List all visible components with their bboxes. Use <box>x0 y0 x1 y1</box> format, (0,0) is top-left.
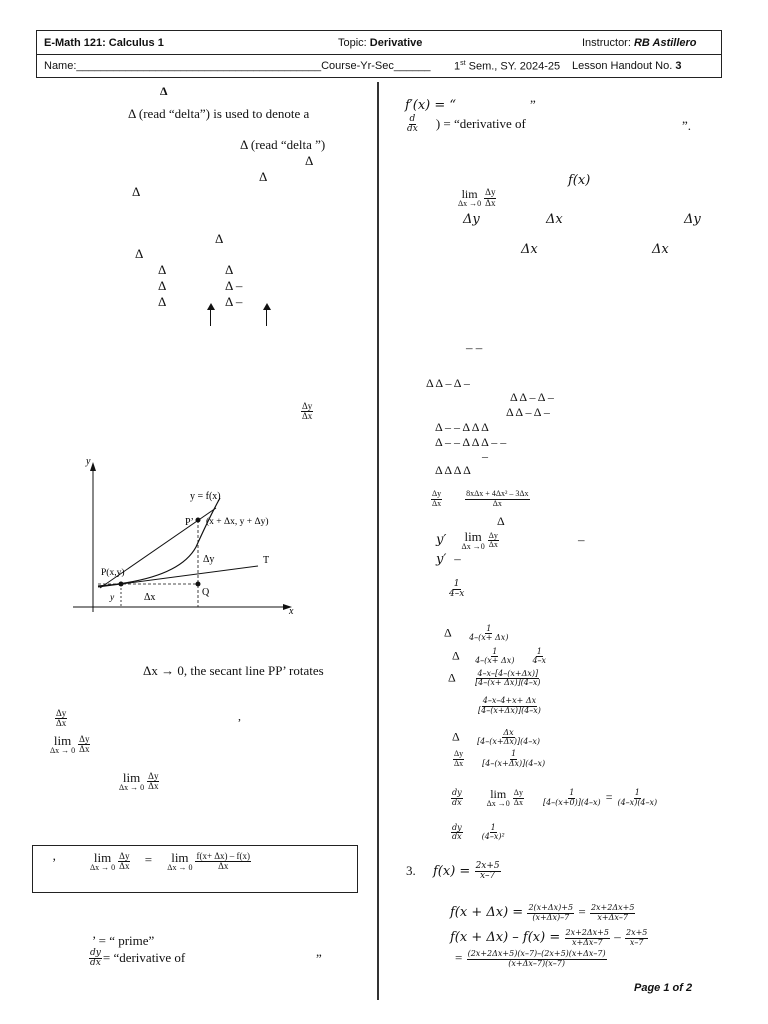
y-prime: y′ <box>436 552 447 567</box>
problem-function: f(x) = <box>433 863 471 879</box>
instructor-name: RB Astillero <box>633 37 697 49</box>
rotates-text: Δx → 0, the secant line PP’ rotates <box>143 663 324 678</box>
ratio-denominator: Δx <box>454 758 464 768</box>
equals-sign: = <box>144 852 153 868</box>
name-field: Name:________________________________________Course-Yr-Sec______ <box>44 60 431 72</box>
lim-numerator: Δy <box>513 788 523 798</box>
fx-symbol: f(x) <box>568 173 591 188</box>
fprime-notation <box>405 97 456 113</box>
problem-number: 3. <box>406 862 416 878</box>
fraction-denominator: [4–(x+Δx)](4–x) <box>478 705 541 715</box>
expansion-fraction <box>430 490 531 508</box>
lim-numerator: Δy <box>488 530 498 540</box>
dy: dy <box>452 788 462 798</box>
fraction-numerator: 2x+5 <box>625 928 648 938</box>
fraction-numerator: 1 <box>492 647 498 656</box>
fraction-denominator: x–7 <box>629 937 644 947</box>
step-e5: Δ $\frac{\Delta x}{[4-(x+\Delta x)](4-x)}$ <box>452 728 540 747</box>
equals-sign: = <box>605 789 613 804</box>
up-arrow-icon <box>266 309 267 326</box>
tangent-label: T <box>263 555 270 566</box>
expansion-numerator: 8xΔx + 4Δx² – 3Δx <box>466 489 529 499</box>
point-p-prime <box>196 518 201 523</box>
p-prime-label: P’ <box>185 517 194 528</box>
page-number: Page 1 of 2 <box>634 982 693 994</box>
ratio-numerator: Δy <box>302 401 313 411</box>
semester-suffix: st <box>460 60 466 67</box>
topic-label: Topic: <box>338 37 370 49</box>
handout-number <box>572 60 681 72</box>
fraction-denominator: [4–(x+0)](4–x) <box>542 797 601 807</box>
step-e3: Δ $\frac{4-x-[4-(x+\Delta x)]}{[4-(x+ \Delta x)](4-x)}$ <box>448 669 541 688</box>
lim-word: lim <box>461 187 478 201</box>
fraction-numerator: 1 <box>536 647 542 656</box>
fraction-denominator: (x+Δx)–7 <box>532 912 570 922</box>
delta-row-3a: Δ <box>158 294 167 309</box>
dx: dx <box>90 958 101 969</box>
step-line-5: Δ – – Δ Δ Δ – – <box>435 435 507 449</box>
semester-text: Sem., SY. 2024-25 <box>465 60 561 73</box>
delta-symbol: Δ <box>135 246 144 261</box>
delta-x-label: Δx <box>144 592 156 603</box>
delta-row-1b: Δ <box>225 262 234 277</box>
lim-subscript: Δx → 0 <box>50 746 76 755</box>
p-prime-coords: (x + Δx, y + Δy) <box>206 517 269 527</box>
lim-word: lim <box>490 787 507 801</box>
lim-word: lim <box>53 733 72 748</box>
fraction-numerator: 1 <box>511 749 517 759</box>
header-divider <box>36 54 722 55</box>
fraction-denominator: x+Δx–7 <box>597 912 628 922</box>
lim-denominator: Δx <box>513 797 523 807</box>
fraction-numerator: 1 <box>569 788 575 798</box>
delta-y-label: Δy <box>203 554 215 565</box>
point-q <box>196 582 201 587</box>
d: d <box>409 114 416 124</box>
ratio-fraction-2 <box>54 709 68 729</box>
fraction-numerator: 2(x+Δx)+5 <box>528 903 574 913</box>
dx: dx <box>407 124 418 135</box>
dash-pair: – – <box>466 340 483 355</box>
difference-quotient-numerator: f(x+ Δx) – f(x) <box>196 850 251 861</box>
fprime-text: f′(x) = “ <box>405 98 457 113</box>
p-label: P(x,y) <box>101 568 125 578</box>
handout-label: Lesson Handout No. <box>572 60 676 72</box>
lim-word: lim <box>93 850 112 865</box>
y-tick-label: y <box>110 593 115 603</box>
lim-numerator: Δy <box>79 733 90 744</box>
step-e4 <box>476 697 543 715</box>
p3-line-1 <box>450 904 636 922</box>
semester-number: 1 <box>454 60 461 73</box>
delta-heading: Δ <box>160 84 168 98</box>
ratio-numerator: Δy <box>454 749 464 759</box>
ratio-denominator: Δx <box>432 498 442 508</box>
y-axis-label: y <box>86 456 91 467</box>
step-line-4: Δ – – Δ Δ Δ <box>435 420 489 434</box>
q-label: Q <box>202 587 210 598</box>
derivative-result <box>450 824 507 842</box>
fraction-denominator: 4–(x+ Δx) <box>469 633 509 643</box>
fraction-denominator: 4–x <box>449 589 465 600</box>
difference-quotient-denominator: Δx <box>218 861 229 871</box>
dx: dx <box>452 832 462 842</box>
lim-numerator: Δy <box>119 850 130 861</box>
y-prime-limit <box>436 530 500 551</box>
lim-word: lim <box>122 770 141 785</box>
delta-symbol: Δ <box>132 184 141 199</box>
derivative-limit <box>450 788 659 808</box>
lim-subscript: Δx →0 <box>461 542 485 551</box>
fraction-numerator: 4–x–4+x+ Δx <box>482 696 537 706</box>
function-fraction <box>447 580 466 600</box>
p3-line-2: f(x + Δx) – f(x) = $\frac{2x+2\Delta x+5}{x+\Delta x-7}$ – $\frac{2x+5}{x-7}$ <box>450 928 648 947</box>
fraction-denominator: (4–x)² <box>481 832 505 842</box>
step-line-7: Δ Δ Δ Δ <box>435 463 471 477</box>
expansion-denominator: Δx <box>492 498 502 508</box>
prime-notation: ’ = “ prime” <box>92 933 155 948</box>
fraction-numerator: 2x+5 <box>475 861 500 871</box>
x-axis-label: x <box>289 606 294 617</box>
lim-subscript: Δx → 0 <box>119 783 145 792</box>
lim-denominator: Δx <box>485 197 496 208</box>
step-line-1: Δ Δ – Δ – <box>426 376 470 390</box>
dy: dy <box>452 823 462 832</box>
dx: dx <box>452 797 462 807</box>
comma: , <box>238 709 241 723</box>
fraction-denominator: 4–(x+ Δx) <box>475 656 515 666</box>
fraction-numerator: Δx <box>503 728 514 737</box>
box-apostrophe: ’ <box>52 855 57 870</box>
up-arrow-icon <box>210 309 211 326</box>
delta-row-3b: Δ – <box>225 294 243 309</box>
closing-quote: ”. <box>682 118 692 133</box>
ratio-denominator: Δx <box>56 718 67 729</box>
fraction-numerator: 1 <box>490 823 496 832</box>
y-prime-result <box>436 551 461 567</box>
dydx-text: = “derivative of <box>102 949 186 965</box>
delta-read-text: Δ (read “delta ”) <box>240 137 326 152</box>
lim-numerator: Δy <box>148 770 159 781</box>
ratio-numerator: Δy <box>432 489 442 499</box>
delta-x-symbol: Δx <box>652 242 669 257</box>
delta-y-symbol: Δy <box>684 212 701 227</box>
delta-symbol: Δ <box>259 169 268 184</box>
limit-expression-right <box>456 188 497 208</box>
ratio-denominator: Δx <box>302 411 313 422</box>
step-e6 <box>452 750 547 768</box>
fraction-denominator: [4–(x+ Δx)](4–x) <box>475 678 541 688</box>
lim-denominator: Δx <box>488 540 498 549</box>
problem-3 <box>406 862 502 882</box>
dash: – <box>578 532 585 547</box>
fraction-numerator: 2x+2Δx+5 <box>565 928 609 938</box>
fraction-numerator: 1 <box>634 788 640 798</box>
lim-word: lim <box>464 529 482 544</box>
instructor <box>582 37 697 49</box>
delta-x-symbol: Δx <box>546 212 563 227</box>
fraction-numerator: (2x+2Δx+5)(x–7)–(2x+5)(x+Δx–7) <box>467 949 606 959</box>
delta-row-2b: Δ – <box>225 278 243 293</box>
fraction-denominator: [4–(x+Δx)](4–x) <box>477 737 540 747</box>
y-axis-arrow-icon <box>90 462 96 471</box>
lim-subscript: Δx →0 <box>458 199 482 208</box>
fraction-denominator: (4–x)(4–x) <box>617 797 658 807</box>
semester <box>454 60 560 73</box>
step-e1: Δ $\frac{1}{4-(x+ \Delta x)}$ <box>444 624 509 643</box>
lim-denominator: Δx <box>148 781 159 791</box>
delta-x-symbol: Δx <box>521 242 538 257</box>
y-prime: y′ <box>436 532 447 548</box>
p3-line-3 <box>455 950 608 968</box>
ddx-text: ) = “derivative of <box>435 115 526 131</box>
topic <box>338 37 422 49</box>
fraction-numerator: 1 <box>486 624 492 633</box>
course-title: E-Math 121: Calculus 1 <box>44 37 164 49</box>
step-e2: Δ $\frac{1}{4-(x+ \Delta x)}$ $\frac{1}{4-x}$ <box>452 647 547 666</box>
limit-expression <box>117 771 160 792</box>
column-divider <box>377 82 379 1000</box>
fraction-numerator: 4–x–[4–(x+Δx)] <box>477 669 539 678</box>
step-line-3: Δ Δ – Δ – <box>506 405 550 419</box>
fraction-denominator: 4–x <box>532 656 547 666</box>
definition-formula <box>88 851 252 872</box>
secant-graph <box>68 452 308 632</box>
delta-row-1a: Δ <box>158 262 167 277</box>
lim-subscript: Δx → 0 <box>167 863 193 872</box>
fraction-numerator: 1 <box>453 579 460 589</box>
ratio-numerator: Δy <box>56 708 67 718</box>
delta-symbol: Δ <box>305 153 314 168</box>
delta-y-symbol: Δy <box>463 212 480 227</box>
fraction-denominator: [4–(x+Δx)](4–x) <box>482 758 546 768</box>
delta-row-2a: Δ <box>158 278 167 293</box>
ratio-fraction <box>300 402 314 422</box>
dash: – <box>454 551 461 566</box>
limit-expression <box>48 734 91 755</box>
closing-quote: ” <box>530 97 536 112</box>
ddx-notation <box>405 115 526 135</box>
point-p <box>119 582 124 587</box>
lim-subscript: Δx → 0 <box>90 863 116 872</box>
line-lhs: f(x + Δx) – f(x) = <box>450 930 561 945</box>
lim-word: lim <box>171 850 189 865</box>
step-line-6: – <box>482 449 488 463</box>
lim-numerator: Δy <box>485 187 496 198</box>
line-lhs: f(x + Δx) = <box>450 905 524 920</box>
equals-sign: = <box>578 904 586 919</box>
closing-quote: ” <box>316 951 322 966</box>
topic-value: Derivative <box>369 37 423 49</box>
instructor-label: Instructor: <box>582 37 634 49</box>
fraction-denominator: x+Δx–7 <box>571 937 603 947</box>
delta-definition: Δ (read “delta”) is used to denote a <box>128 106 310 121</box>
delta-symbol: Δ <box>215 231 224 246</box>
lim-denominator: Δx <box>119 861 130 871</box>
lim-subscript: Δx →0 <box>486 799 510 808</box>
step-line-2: Δ Δ – Δ – <box>510 390 554 404</box>
delta-symbol: Δ <box>497 514 505 528</box>
curve-label: y = f(x) <box>190 491 221 502</box>
fraction-numerator: 2x+2Δx+5 <box>590 903 635 913</box>
equals-sign: = <box>455 950 463 965</box>
dy: dy <box>90 948 101 958</box>
dydx-notation <box>88 949 185 969</box>
fraction-denominator: (x+Δx–7)(x–7) <box>508 958 565 968</box>
handout-value: 3 <box>675 60 682 72</box>
lim-denominator: Δx <box>79 744 90 754</box>
fraction-denominator: x–7 <box>479 871 496 882</box>
